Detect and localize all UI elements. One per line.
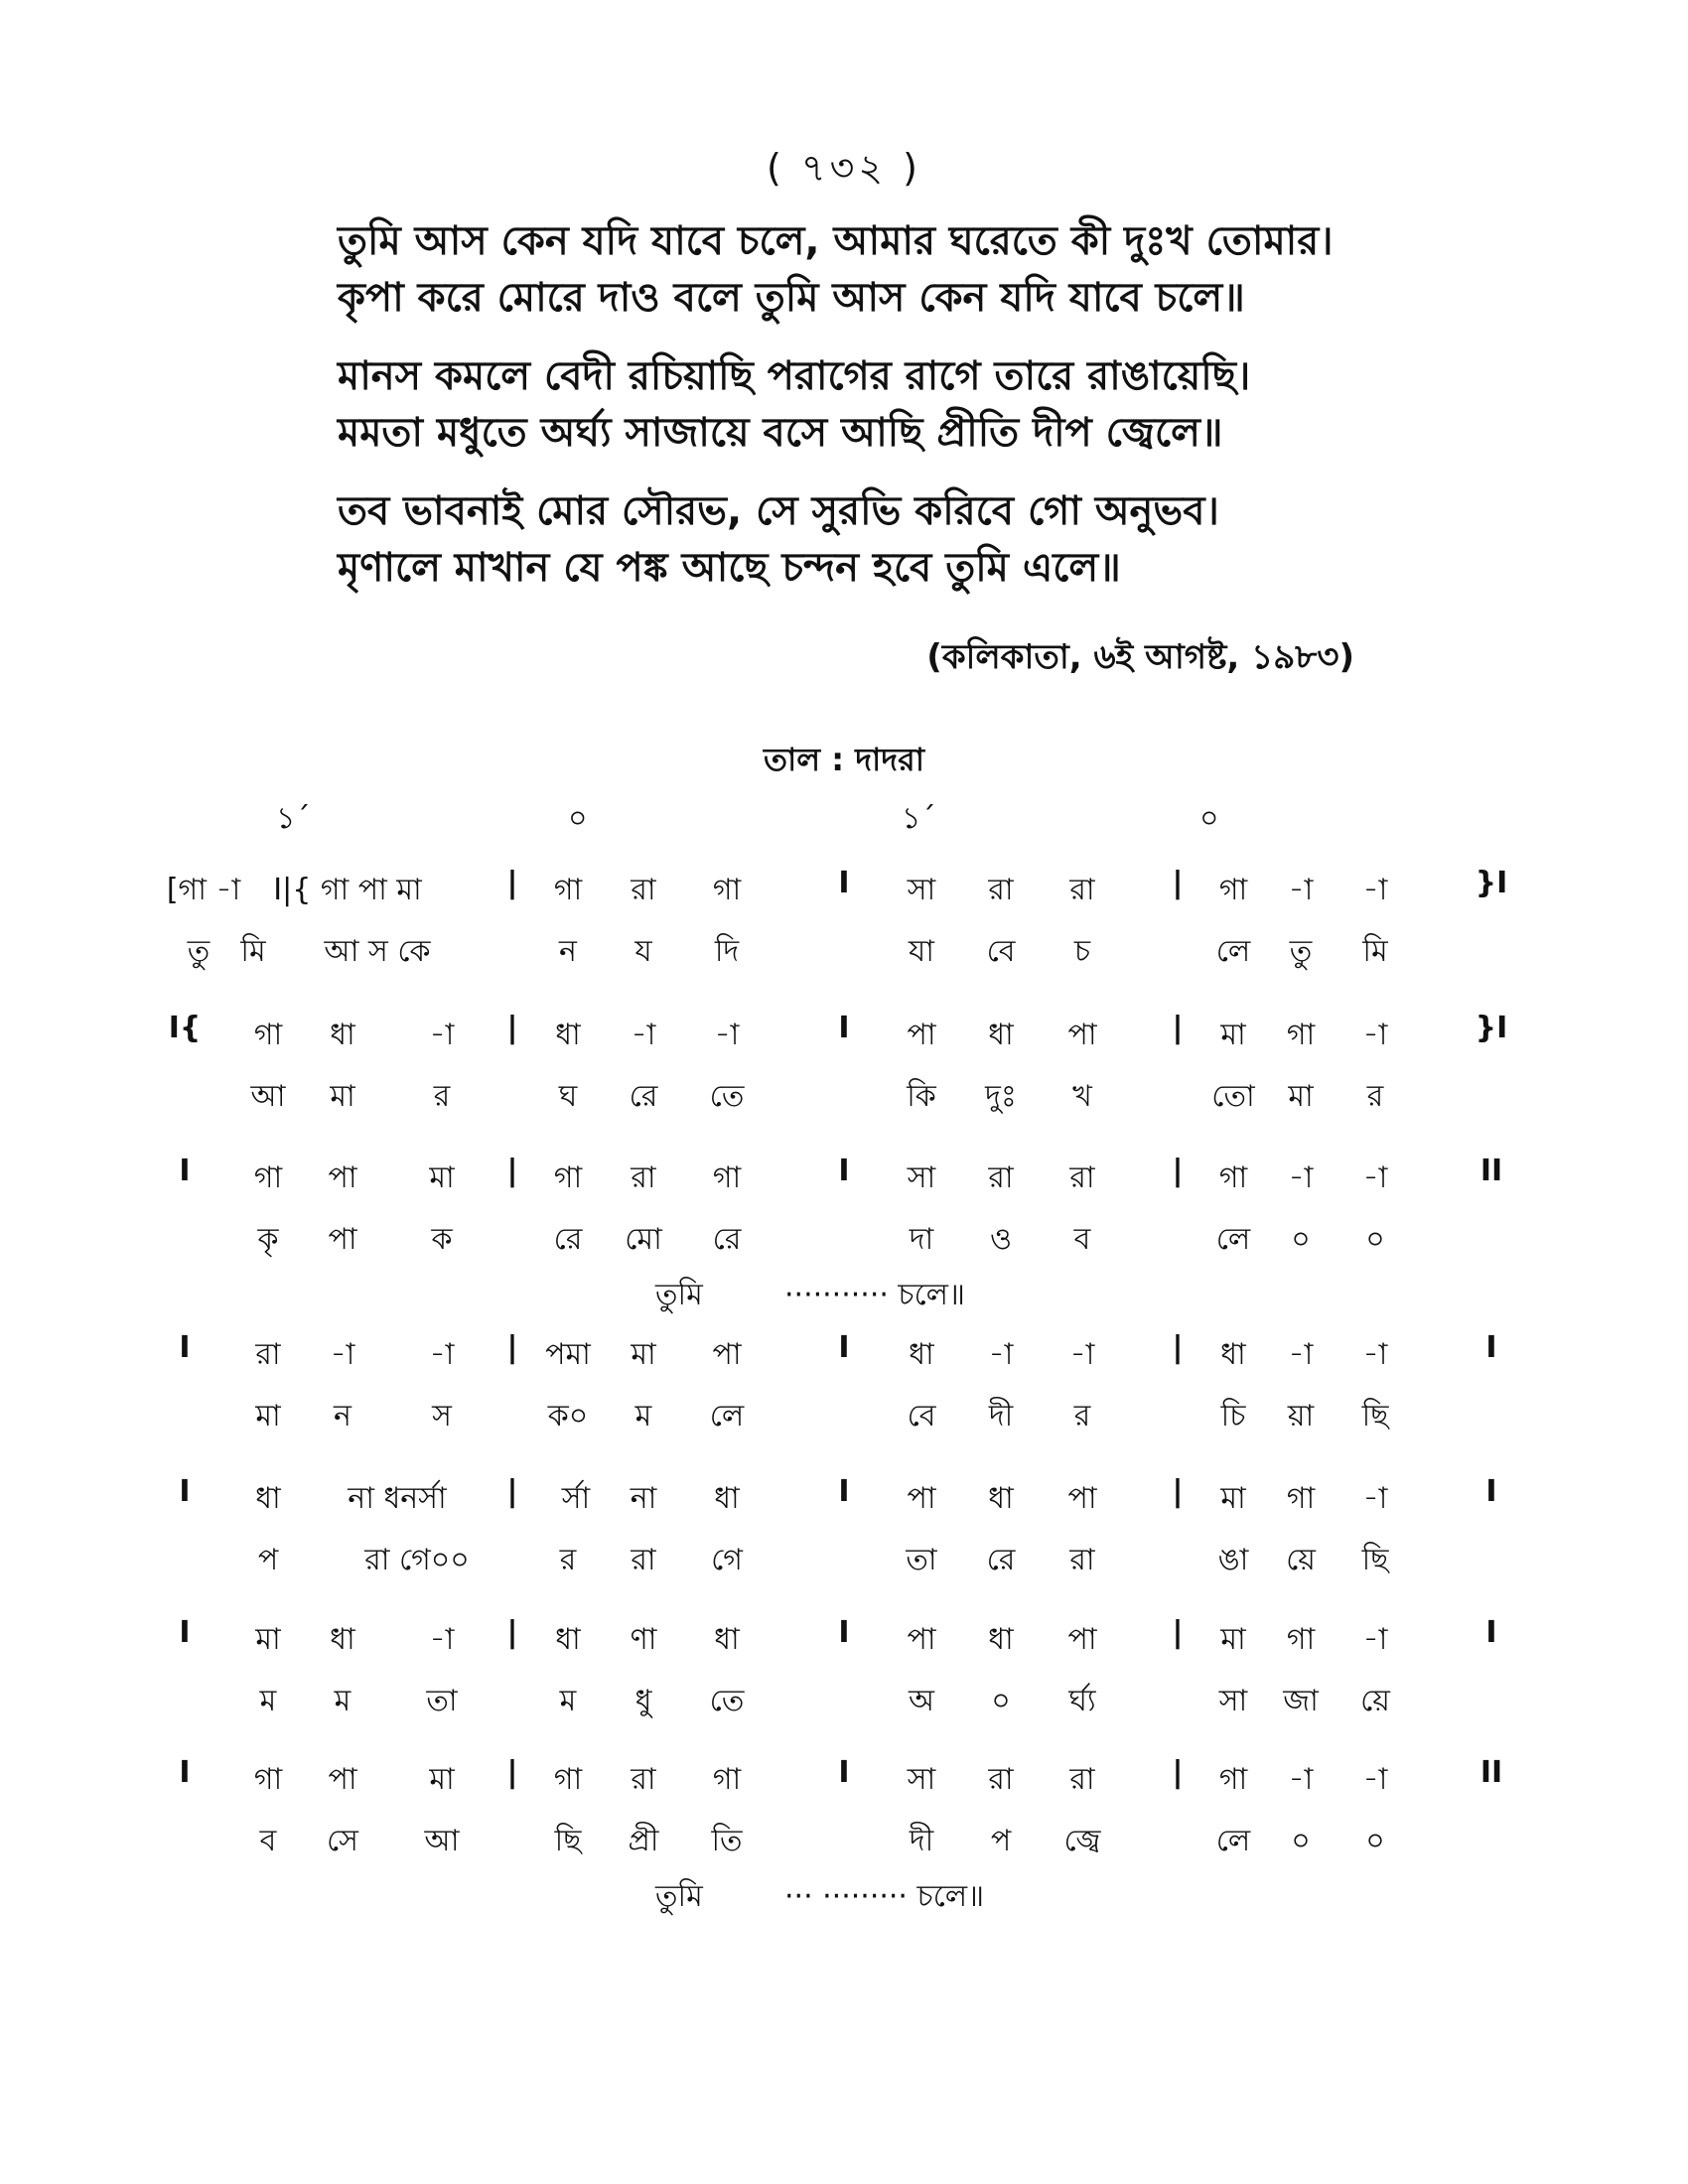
beat-marker: ১´ <box>902 801 936 836</box>
lyric-syllable: কৃ <box>257 1222 279 1257</box>
lyric-syllable: মি <box>240 934 266 969</box>
swara-note: -া <box>1362 873 1388 907</box>
bar-line: | <box>506 1011 518 1045</box>
lyric-syllable: রে <box>629 1079 658 1114</box>
refrain-end: ··········· চলে॥ <box>784 1278 966 1312</box>
swara-note: গা <box>253 1018 283 1052</box>
swara-note: গা <box>253 1762 283 1797</box>
lyric-syllable: ছি <box>1361 1399 1389 1433</box>
swara-note: গা <box>712 873 742 907</box>
page-number: ( ৭৩২ ) <box>767 146 921 190</box>
beat-marker: ১´ <box>276 801 311 836</box>
lyric-syllable: ০ <box>1365 1824 1385 1858</box>
swara-note: রা <box>1069 873 1095 907</box>
lyric-syllable: প <box>257 1543 279 1577</box>
lyric-syllable: খ <box>1072 1079 1092 1114</box>
swara-note: পা <box>712 1337 742 1372</box>
lyric-line: মমতা মধুতে অর্ঘ্য সাজায়ে বসে আছি প্রীতি দীপ জ্বেলে॥ <box>338 410 1223 456</box>
swara-note: -া <box>1362 1337 1388 1372</box>
lyric-syllable: মো <box>625 1222 662 1257</box>
lyric-syllable: লে <box>1215 1824 1251 1858</box>
lyric-line: কৃপা করে মোরে দাও বলে তুমি আস কেন যদি যাবে চলে॥ <box>338 275 1245 321</box>
lyric-syllable: তা <box>426 1684 458 1718</box>
lyric-syllable: মা <box>255 1399 281 1433</box>
lyric-syllable: তে <box>709 1684 745 1718</box>
swara-note: ধা <box>988 1481 1014 1516</box>
lyric-syllable: তু <box>1289 934 1313 969</box>
swara-note: মা <box>1220 1481 1246 1516</box>
bar-line: | <box>1172 1330 1184 1365</box>
lyric-syllable: ক০ <box>547 1399 589 1433</box>
swara-note: ধা <box>330 1018 355 1052</box>
bar-line: I <box>838 866 850 900</box>
bar-line: | <box>1172 866 1184 900</box>
lyric-syllable: তি <box>711 1824 743 1858</box>
bar-line: | <box>1172 1154 1184 1188</box>
swara-note: -া <box>1288 1337 1314 1372</box>
lyric-syllable: রা গে০০ <box>364 1543 470 1577</box>
lyric-syllable: সা <box>1218 1684 1248 1718</box>
swara-note: গা <box>1286 1018 1316 1052</box>
lyric-line: তব ভাবনাই মোর সৌরভ, সে সুরভি করিবে গো অনুভব। <box>338 488 1219 534</box>
lyric-syllable: বে <box>986 934 1016 969</box>
swara-note: মা <box>255 1622 281 1657</box>
refrain-start: তুমি <box>655 1879 703 1914</box>
bar-line: | <box>506 1330 518 1365</box>
swara-note: ণা <box>630 1622 657 1657</box>
swara-note: গা <box>712 1160 742 1195</box>
swara-note: -া <box>429 1018 455 1052</box>
lyric-syllable: আ স কে <box>324 934 431 969</box>
swara-note: -া <box>988 1337 1014 1372</box>
swara-note: রা <box>631 1160 656 1195</box>
lyric-syllable: যা <box>909 934 934 969</box>
swara-note: রা <box>1069 1160 1095 1195</box>
swara-note: ধা <box>555 1018 581 1052</box>
swara-note: -া <box>1362 1018 1388 1052</box>
lyric-syllable: দী <box>909 1824 934 1858</box>
lyric-syllable: ন <box>559 934 577 969</box>
swara-note: -া <box>1288 1160 1314 1195</box>
swara-note: ধা <box>988 1018 1014 1052</box>
swara-note: ধা <box>330 1622 355 1657</box>
lyric-syllable: ও <box>989 1222 1013 1257</box>
taal-heading: তাল : দাদরা <box>764 741 924 778</box>
swara-note: সা <box>907 873 936 907</box>
lyric-line: মানস কমলে বেদী রচিয়াছি পরাগের রাগে তারে রাঙায়েছি। <box>338 353 1251 399</box>
swara-note: রা <box>1069 1762 1095 1797</box>
lyric-syllable: ০ <box>1291 1824 1311 1858</box>
swara-note: -া <box>1362 1762 1388 1797</box>
refrain-end: ··· ········· চলে॥ <box>784 1879 985 1914</box>
lyric-syllable: জা <box>1283 1684 1319 1718</box>
lyric-syllable: ০ <box>1291 1222 1311 1257</box>
swara-note: সা <box>907 1762 936 1797</box>
lyric-syllable: ব <box>259 1824 277 1858</box>
swara-note: পা <box>907 1481 936 1516</box>
lyric-syllable: ন <box>334 1399 352 1433</box>
bar-line: | <box>506 866 518 900</box>
swara-note: -া <box>714 1018 740 1052</box>
bar-line: I <box>838 1615 850 1650</box>
lyric-syllable: তো <box>1211 1079 1255 1114</box>
lyric-syllable: গে <box>711 1543 743 1577</box>
lyric-syllable: জ্বে <box>1063 1824 1101 1858</box>
bar-line: I <box>179 1615 191 1650</box>
swara-note: গা <box>1218 1160 1248 1195</box>
swara-note: -া <box>631 1018 656 1052</box>
lyric-syllable: ম <box>259 1684 277 1718</box>
swara-note: [গা -া <box>166 873 241 907</box>
bar-line: I <box>838 1011 850 1045</box>
swara-note: মা <box>1220 1018 1246 1052</box>
bar-line: | <box>1172 1755 1184 1790</box>
swara-note: পা <box>1067 1622 1097 1657</box>
lyric-syllable: পা <box>328 1222 357 1257</box>
lyric-syllable: ধু <box>634 1684 652 1718</box>
swara-note: রা <box>255 1337 281 1372</box>
swara-note: -া <box>1069 1337 1095 1372</box>
bar-line: I <box>838 1330 850 1365</box>
bar-line: I <box>179 1474 191 1509</box>
lyric-syllable: আ <box>250 1079 286 1114</box>
lyric-syllable: লে <box>709 1399 745 1433</box>
swara-note: পা <box>328 1762 357 1797</box>
dateline: (কলিকাতা, ৬ই আগষ্ট, ১৯৮৩) <box>926 637 1354 677</box>
bar-line: II <box>1479 1755 1503 1790</box>
swara-note: ধা <box>255 1481 281 1516</box>
bar-line: II <box>1479 1154 1503 1188</box>
swara-note: গা <box>1286 1622 1316 1657</box>
swara-note: রা <box>631 873 656 907</box>
bar-line: I <box>179 1330 191 1365</box>
lyric-syllable: দী <box>988 1399 1014 1433</box>
lyric-syllable: র <box>1366 1079 1384 1114</box>
lyric-syllable: র <box>433 1079 451 1114</box>
swara-note: -া <box>1288 873 1314 907</box>
bar-line: }I <box>1475 866 1508 900</box>
swara-note: পা <box>1067 1018 1097 1052</box>
swara-note: গা <box>553 873 583 907</box>
swara-note: রা <box>988 1762 1014 1797</box>
swara-note: না ধনর্সা <box>348 1481 447 1516</box>
swara-note: I|{ গা পা মা <box>273 873 422 907</box>
swara-note: গা <box>712 1762 742 1797</box>
bar-line: I{ <box>168 1011 202 1045</box>
beat-marker: ০ <box>1199 801 1219 836</box>
swara-note: গা <box>553 1160 583 1195</box>
bar-line: I <box>179 1154 191 1188</box>
lyric-syllable: প্রী <box>628 1824 659 1858</box>
lyric-syllable: রা <box>1069 1543 1095 1577</box>
refrain-start: তুমি <box>655 1278 703 1312</box>
swara-note: -া <box>1362 1481 1388 1516</box>
swara-note: ধা <box>714 1622 740 1657</box>
swara-note: ধা <box>988 1622 1014 1657</box>
lyric-syllable: য়ে <box>1286 1543 1316 1577</box>
lyric-syllable: ছি <box>1361 1543 1389 1577</box>
lyric-syllable: মা <box>1288 1079 1314 1114</box>
swara-note: ধা <box>555 1622 581 1657</box>
lyric-syllable: সে <box>327 1824 358 1858</box>
lyric-line: মৃণালে মাখান যে পঙ্ক আছে চন্দন হবে তুমি এলে॥ <box>338 545 1121 591</box>
lyric-syllable: ম <box>559 1684 577 1718</box>
lyric-syllable: তা <box>906 1543 937 1577</box>
beat-marker: ০ <box>568 801 588 836</box>
lyric-syllable: ঘ <box>558 1079 578 1114</box>
bar-line: | <box>1172 1474 1184 1509</box>
bar-line: I <box>1485 1330 1497 1365</box>
lyric-syllable: স <box>432 1399 452 1433</box>
bar-line: | <box>506 1755 518 1790</box>
lyric-syllable: রে <box>712 1222 742 1257</box>
lyric-syllable: রে <box>986 1543 1016 1577</box>
lyric-syllable: মি <box>1362 934 1388 969</box>
bar-line: I <box>1485 1615 1497 1650</box>
lyric-syllable: মা <box>330 1079 355 1114</box>
lyric-syllable: র <box>1073 1399 1091 1433</box>
swara-note: মা <box>429 1762 455 1797</box>
lyric-syllable: চি <box>1220 1399 1246 1433</box>
swara-note: -া <box>1362 1622 1388 1657</box>
lyric-syllable: লে <box>1215 1222 1251 1257</box>
lyric-syllable: দা <box>909 1222 934 1257</box>
swara-note: -া <box>330 1337 355 1372</box>
lyric-syllable: অ <box>909 1684 934 1718</box>
bar-line: I <box>838 1154 850 1188</box>
lyric-syllable: দি <box>714 934 740 969</box>
swara-note: পা <box>328 1160 357 1195</box>
swara-note: গা <box>253 1160 283 1195</box>
lyric-syllable: কি <box>907 1079 936 1114</box>
lyric-syllable: ০ <box>1365 1222 1385 1257</box>
swara-note: পা <box>907 1018 936 1052</box>
lyric-syllable: দুঃ <box>985 1079 1017 1114</box>
swara-note: গা <box>553 1762 583 1797</box>
lyric-syllable: য়ে <box>1360 1684 1390 1718</box>
bar-line: }I <box>1475 1011 1508 1045</box>
swara-note: -া <box>1288 1762 1314 1797</box>
lyric-syllable: ছি <box>554 1824 582 1858</box>
swara-note: গা <box>1286 1481 1316 1516</box>
bar-line: | <box>506 1615 518 1650</box>
swara-note: মা <box>429 1160 455 1195</box>
lyric-syllable: রে <box>553 1222 583 1257</box>
bar-line: I <box>179 1755 191 1790</box>
swara-note: পা <box>907 1622 936 1657</box>
swara-note: রা <box>988 1160 1014 1195</box>
swara-note: রা <box>988 873 1014 907</box>
lyric-syllable: য <box>634 934 652 969</box>
lyric-syllable: ম <box>634 1399 652 1433</box>
bar-line: | <box>506 1154 518 1188</box>
lyric-syllable: চ <box>1073 934 1091 969</box>
swara-note: পমা <box>545 1337 591 1372</box>
swara-note: -া <box>429 1337 455 1372</box>
swara-note: পা <box>1067 1481 1097 1516</box>
lyric-syllable: ক <box>431 1222 453 1257</box>
swara-note: -া <box>1362 1160 1388 1195</box>
lyric-syllable: বে <box>907 1399 936 1433</box>
swara-note: ধা <box>714 1481 740 1516</box>
lyric-syllable: ঙা <box>1217 1543 1249 1577</box>
swara-note: গা <box>1218 873 1248 907</box>
swara-note: ধা <box>909 1337 934 1372</box>
lyric-syllable: রা <box>631 1543 656 1577</box>
swara-note: -া <box>429 1622 455 1657</box>
bar-line: | <box>506 1474 518 1509</box>
swara-note: সা <box>907 1160 936 1195</box>
lyric-syllable: ০ <box>991 1684 1011 1718</box>
swara-note: মা <box>1220 1622 1246 1657</box>
lyric-syllable: ব <box>1073 1222 1091 1257</box>
lyric-syllable: য়া <box>1287 1399 1315 1433</box>
lyric-syllable: র <box>559 1543 577 1577</box>
lyric-syllable: তু <box>187 934 211 969</box>
swara-note: র্সা <box>561 1481 591 1516</box>
lyric-syllable: লে <box>1215 934 1251 969</box>
bar-line: I <box>838 1755 850 1790</box>
lyric-line: তুমি আস কেন যদি যাবে চলে, আমার ঘরেতে কী দুঃখ তোমার। <box>338 218 1334 264</box>
swara-note: মা <box>631 1337 656 1372</box>
bar-line: I <box>838 1474 850 1509</box>
bar-line: | <box>1172 1615 1184 1650</box>
swara-note: ধা <box>1220 1337 1246 1372</box>
lyric-syllable: প <box>990 1824 1012 1858</box>
swara-note: না <box>630 1481 657 1516</box>
lyric-syllable: ম <box>334 1684 352 1718</box>
bar-line: I <box>1485 1474 1497 1509</box>
swara-note: গা <box>1218 1762 1248 1797</box>
lyric-syllable: আ <box>424 1824 460 1858</box>
lyric-syllable: তে <box>709 1079 745 1114</box>
lyric-syllable: র্ঘ্য <box>1068 1684 1096 1718</box>
bar-line: | <box>1172 1011 1184 1045</box>
swara-note: রা <box>631 1762 656 1797</box>
